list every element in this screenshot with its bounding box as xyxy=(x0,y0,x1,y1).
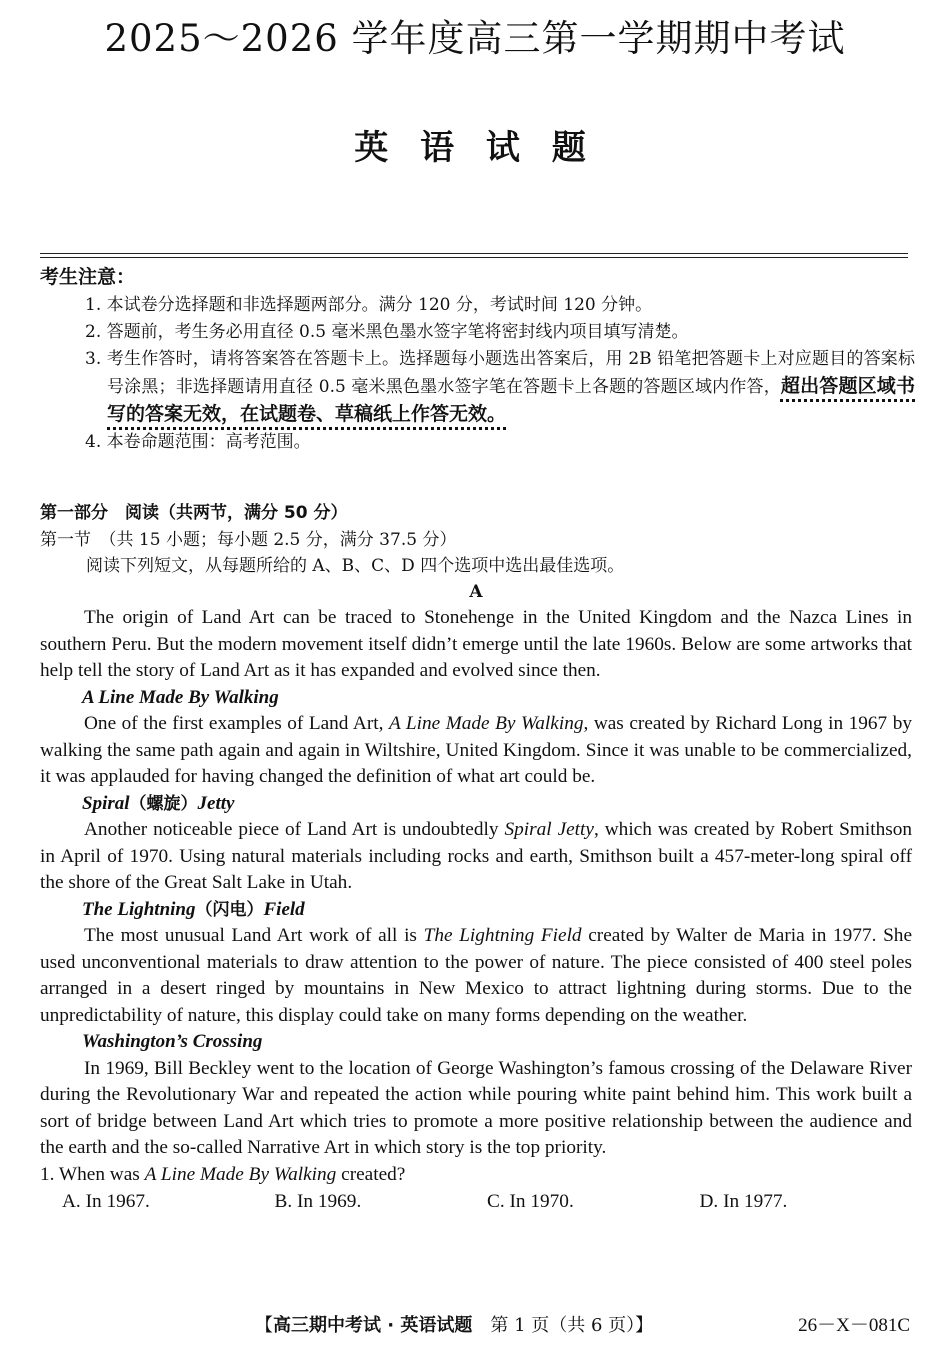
footer-bracket-close: 】 xyxy=(635,1315,654,1336)
candidate-notice xyxy=(40,262,915,456)
part-one-reading xyxy=(40,500,912,1215)
notice-list xyxy=(40,292,915,456)
header-divider-bottom xyxy=(40,257,908,258)
footer-bracket-open: 【 xyxy=(255,1315,273,1336)
artwork-title-1: A Line Made By Walking xyxy=(82,686,279,708)
art2-text-b: , which was created by Robert Smithson in April of 1970. Using natural materials including rocks and earth, Smithson built a 457-meter-long spiral off the shore of the Great Salt Lake in Utah. xyxy=(40,819,913,893)
passage-intro: The origin of Land Art can be traced to Stonehenge in the United Kingdom and the Nazca Lines in southern Peru. But the modern movement itself didn’t emerge until the late 1960s. Below are some artworks that help tell the story of Land Art as it has expanded and evolved since then. xyxy=(40,607,912,681)
notice-item-3-emphasis: 超出答题区域书写的答案无效，在试题卷、草稿纸上作答无效。 xyxy=(107,375,915,425)
art3-text-a: The most unusual Land Art work of all is xyxy=(84,925,424,946)
notice-item-3-text: 3. 考生作答时，请将答案答在答题卡上。选择题每小题选出答案后，用 2B 铅笔把答题卡上对应题目的答案标号涂黑；非选择题请用直径 0.5 毫米黑色墨水签字笔在答题卡上各题的答题区域内作答， xyxy=(85,349,915,397)
section-heading: 第一节 （共 15 小题；每小题 2.5 分，满分 37.5 分） xyxy=(40,530,457,550)
notice-item-3 xyxy=(40,346,915,429)
section-instruction: 阅读下列短文，从每题所给的 A、B、C、D 四个选项中选出最佳选项。 xyxy=(86,556,625,576)
option-c[interactable]: C. In 1970. xyxy=(487,1191,574,1212)
art3-title-a: The Lightning xyxy=(82,898,196,920)
artwork-paragraph-4: In 1969, Bill Beckley went to the location of George Washington’s famous crossing of the Delaware River during the Revolutionary War and repeated the action while pouring white paint behind him. This work built a sort of bridge between Land Art which tries to promote a more positive relationship between the audience and the earth and the so-called Narrative Art in which story is the top priority. xyxy=(40,1057,912,1158)
art2-text-a: Another noticeable piece of Land Art is undoubtedly xyxy=(84,819,505,840)
question-1-stem xyxy=(40,1162,912,1189)
art3-text-italic: The Lightning Field xyxy=(423,925,582,946)
notice-item-4: 4. 本卷命题范围：高考范围。 xyxy=(85,432,311,452)
artwork-title-4: Washington’s Crossing xyxy=(82,1031,263,1052)
header-divider-top xyxy=(40,253,908,254)
art2-title-a: Spiral xyxy=(82,792,130,814)
artwork-paragraph-3 xyxy=(40,923,912,1029)
artwork-title-3 xyxy=(40,897,912,924)
art3-text-b: created by Walter de Maria in 1977. She used unconventional materials to draw attention to the power of nature. The piece consisted of 400 steel poles arranged in a desert ringed by mountains in New Mexico to attract lightning during storms. Due to the unpredictability of nature, this display could take on many forms depending on the weather. xyxy=(40,925,913,1026)
art1-text-b: , was created by Richard Long in 1967 by walking the same path again and again in Wiltshire, United Kingdom. Since it was unable to be commercialized, it was applauded for having changed the definition of what art could be. xyxy=(40,713,912,787)
q1-prefix: 1. When was xyxy=(40,1163,145,1185)
art2-title-b: Jetty xyxy=(197,792,235,814)
footer-page-number: 第 1 页（共 6 页） xyxy=(472,1315,636,1336)
option-a[interactable]: A. In 1967. xyxy=(62,1191,150,1212)
notice-item-1: 1. 本试卷分选择题和非选择题两部分。满分 120 分，考试时间 120 分钟。 xyxy=(85,295,653,315)
q1-suffix: created? xyxy=(336,1163,406,1185)
footer-page-info xyxy=(255,1313,653,1339)
question-1-options xyxy=(40,1188,912,1215)
q1-italic: A Line Made By Walking xyxy=(144,1163,337,1185)
artwork-title-2 xyxy=(40,791,912,818)
option-b[interactable]: B. In 1969. xyxy=(274,1191,362,1212)
option-d[interactable]: D. In 1977. xyxy=(699,1191,788,1212)
art3-title-zh: （闪电） xyxy=(195,899,264,920)
artwork-paragraph-1 xyxy=(40,711,912,791)
footer-label: 高三期中考试 · 英语试题 xyxy=(273,1315,473,1336)
notice-heading: 考生注意： xyxy=(40,266,136,288)
art3-title-b: Field xyxy=(263,898,305,920)
art2-text-italic: Spiral Jetty xyxy=(504,819,594,840)
footer-code: 26－X－081C xyxy=(798,1315,910,1336)
subject-title: 英 语 试 题 xyxy=(354,128,596,168)
art1-text-italic: A Line Made By Walking xyxy=(388,713,584,734)
exam-title: 2025～2026 学年度高三第一学期期中考试 xyxy=(104,17,846,60)
notice-item-2: 2. 答题前，考生务必用直径 0.5 毫米黑色墨水签字笔将密封线内项目填写清楚。 xyxy=(85,322,689,342)
part-heading: 第一部分 阅读（共两节，满分 50 分） xyxy=(40,503,348,523)
artwork-paragraph-2 xyxy=(40,817,912,897)
passage-label: A xyxy=(469,582,483,602)
art2-title-zh: （螺旋） xyxy=(129,793,198,814)
art1-text-a: One of the first examples of Land Art, xyxy=(84,713,389,734)
